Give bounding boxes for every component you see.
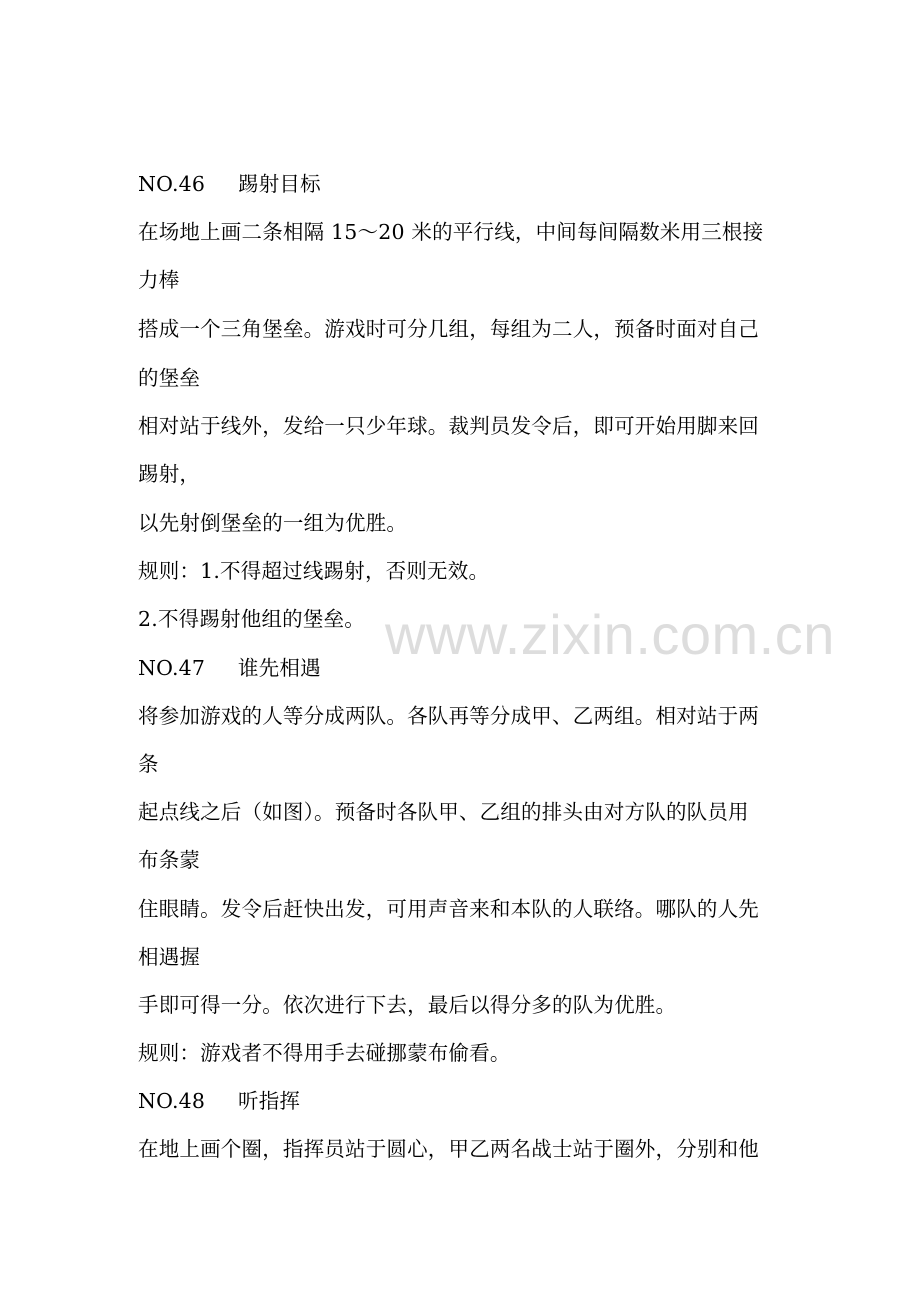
section-title: 听指挥 [238,1089,301,1113]
paragraph-line: 住眼睛。发令后赶快出发，可用声音来和本队的人联络。哪队的人先 [138,897,759,921]
paragraph-line: 的堡垒 [138,366,201,390]
section-heading [138,656,321,680]
paragraph-line: 在场地上画二条相隔 15～20 米的平行线，中间每间隔数米用三根接 [138,220,764,244]
paragraph-line: 力棒 [138,268,180,292]
section-number: NO.47 [138,656,206,680]
paragraph-line: 相对站于线外，发给一只少年球。裁判员发令后，即可开始用脚来回 [138,414,759,438]
paragraph-line: 搭成一个三角堡垒。游戏时可分几组，每组为二人，预备时面对自己 [138,317,759,341]
paragraph-line: 踢射， [138,462,201,486]
paragraph-line: 在地上画个圈，指挥员站于圆心，甲乙两名战士站于圈外，分别和他 [138,1137,759,1161]
paragraph-line: 布条蒙 [138,848,201,872]
section-heading [138,172,321,196]
section-number: NO.48 [138,1089,206,1113]
paragraph-line: 起点线之后（如图）。预备时各队甲、乙组的排头由对方队的队员用 [138,800,749,824]
paragraph-line: 手即可得一分。依次进行下去，最后以得分多的队为优胜。 [138,993,677,1017]
rule-line: 2.不得踢射他组的堡垒。 [138,607,365,631]
rule-line: 规则：1.不得超过线踢射，否则无效。 [138,559,490,583]
paragraph-line: 以先射倒堡垒的一组为优胜。 [138,511,408,535]
paragraph-line: 相遇握 [138,945,201,969]
paragraph-line: 条 [138,752,159,776]
watermark: www.zixin.com.cn [385,603,835,666]
rule-line: 规则：游戏者不得用手去碰挪蒙布偷看。 [138,1041,511,1065]
paragraph-line: 将参加游戏的人等分成两队。各队再等分成甲、乙两组。相对站于两 [138,704,759,728]
section-title: 踢射目标 [238,172,321,196]
section-number: NO.46 [138,172,206,196]
section-title: 谁先相遇 [238,656,321,680]
section-heading [138,1089,300,1113]
